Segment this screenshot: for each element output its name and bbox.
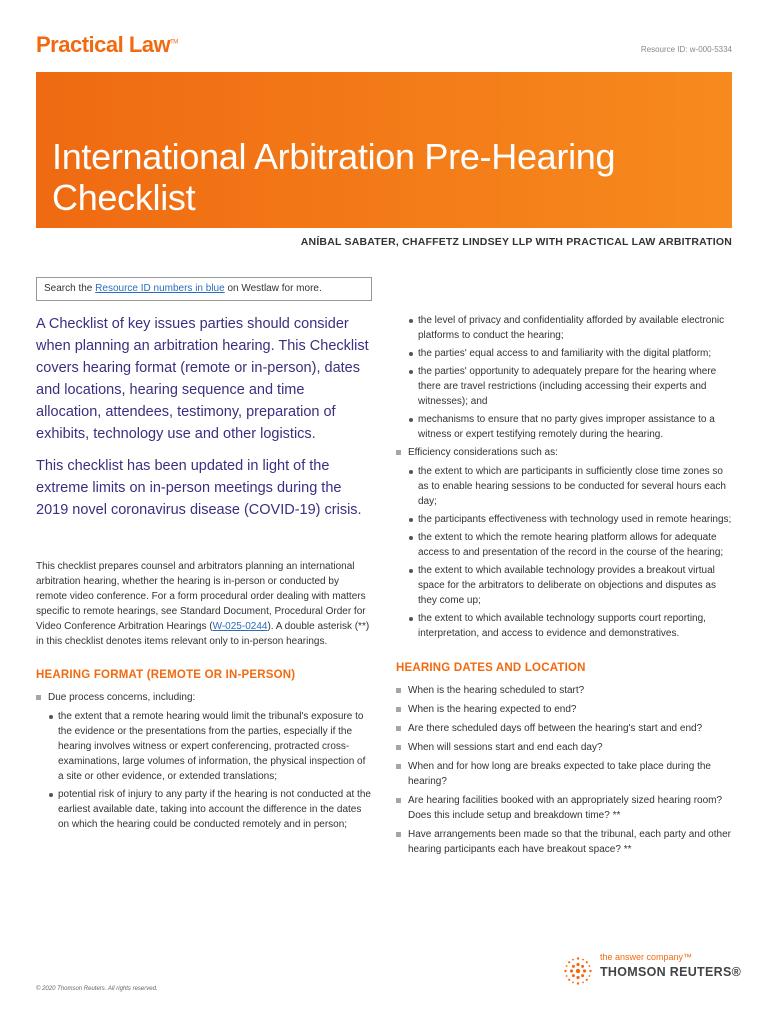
dot-bullet-icon [49, 793, 53, 797]
due-process-sublist [46, 709, 372, 832]
sub-list-item [406, 313, 732, 343]
summary-paragraph: A Checklist of key issues parties should consider when planning an arbitration hearing. This Checklist covers hearing format (remote or in-person), dates and locations, hearing sequence and time allocation, attendees, testimony, preparation of exhibits, technology use and other logistics. [36, 316, 369, 442]
sub-list-item [406, 412, 732, 442]
dot-bullet-icon [409, 569, 413, 573]
sub-list-item-text: the parties' equal access to and familiarity with the digital platform; [418, 348, 712, 359]
square-bullet-icon [396, 745, 401, 750]
dot-bullet-icon [409, 319, 413, 323]
list-item-text: Efficiency considerations such as: [408, 447, 558, 458]
list-item [36, 690, 372, 832]
list-item [396, 683, 732, 698]
efficiency-sublist [406, 464, 732, 641]
list-item [396, 793, 732, 823]
square-bullet-icon [36, 695, 41, 700]
right-column [396, 313, 732, 861]
list-item-text: When is the hearing scheduled to start? [408, 685, 585, 696]
sub-list-item-text: the participants effectiveness with technology used in remote hearings; [418, 514, 732, 525]
intro-paragraph [36, 559, 372, 649]
brand-trademark: TM [170, 39, 178, 46]
dot-bullet-icon [409, 352, 413, 356]
section-title-hearing-format: HEARING FORMAT (REMOTE OR IN-PERSON) [36, 669, 296, 681]
practical-law-logo [36, 32, 178, 58]
sub-list-item [46, 709, 372, 784]
dot-bullet-icon [409, 536, 413, 540]
brand-name: Practical Law [36, 32, 171, 57]
tr-tagline: the answer company™ [600, 952, 693, 962]
sub-list-item-text: potential risk of injury to any party if the hearing is not conducted at the earliest available date, taking into account the difference in the dates on which the hearing could be conducted remotely and in person; [58, 789, 371, 830]
sub-list-item-text: the extent to which the remote hearing platform allows for adequate access to and presentation of the record in the course of the hearing; [418, 532, 724, 558]
resource-id-link[interactable]: Resource ID numbers in blue [95, 283, 225, 294]
square-bullet-icon [396, 798, 401, 803]
list-item [396, 721, 732, 736]
list-item [396, 702, 732, 717]
due-process-sublist-continued [396, 313, 732, 442]
list-item [396, 759, 732, 789]
list-item [396, 445, 732, 641]
square-bullet-icon [396, 707, 401, 712]
dot-bullet-icon [409, 418, 413, 422]
list-item-text: Due process concerns, including: [48, 692, 196, 703]
sub-list-item [406, 512, 732, 527]
resource-id: Resource ID: w-000-5334 [640, 45, 732, 54]
list-item-text: Have arrangements been made so that the tribunal, each party and other hearing participants each have breakout space? ** [408, 829, 731, 855]
list-item [396, 740, 732, 755]
sub-list-item-text: the parties' opportunity to adequately prepare for the hearing where there are travel restrictions (including accessing their experts and witnesses); and [418, 366, 717, 407]
sub-list-item [406, 530, 732, 560]
section-title-hearing-dates: HEARING DATES AND LOCATION [396, 662, 586, 674]
intro-text-1: This checklist prepares counsel and arbitrators planning an international arbitration hearing, whether the hearing is in-person or conducted by remote video conference. For a form procedural order dealing with matters specific to remote hearings, see Standard Document, Procedural Order for Video Conference Arbitration Hearings ( [36, 561, 366, 632]
search-note-prefix: Search the [44, 283, 96, 294]
tr-company-name: THOMSON REUTERS® [600, 965, 742, 979]
list-item-text: Are there scheduled days off between the hearing's start and end? [408, 723, 703, 734]
square-bullet-icon [396, 688, 401, 693]
sub-list-item-text: the extent that a remote hearing would limit the tribunal's exposure to the evidence or the presentations from the parties, especially if the hearing involves witness or expert conferencing, protracted cross-examinations, large volumes of information, the physical inspection of a site or other evidence, or extended translations; [58, 711, 366, 782]
intro-text-2: ). A double asterisk (**) in this checklist denotes items relevant only to in-person hearings. [36, 621, 370, 647]
list-item-text: When is the hearing expected to end? [408, 704, 577, 715]
authors-line: ANÍBAL SABATER, CHAFFETZ LINDSEY LLP WITH PRACTICAL LAW ARBITRATION [300, 236, 732, 248]
sub-list-item-text: the extent to which available technology provides a breakout virtual space for the arbitrators to deliberate on objections and disputes as they come up; [418, 565, 716, 606]
document-title: International Arbitration Pre-Hearing Checklist [52, 136, 616, 218]
title-banner [36, 72, 732, 228]
list-item-text: When will sessions start and end each day? [408, 742, 603, 753]
sub-list-item [406, 611, 732, 641]
sub-list-item [46, 787, 372, 832]
summary-update-paragraph: This checklist has been updated in light of the extreme limits on in-person meetings during the 2019 novel coronavirus disease (COVID-19) crisis. [36, 458, 362, 518]
dot-bullet-icon [409, 370, 413, 374]
sub-list-item-text: the extent to which available technology supports court reporting, interpretation, and access to evidence and demonstratives. [418, 613, 706, 639]
square-bullet-icon [396, 764, 401, 769]
dot-bullet-icon [409, 470, 413, 474]
sub-list-item [406, 346, 732, 361]
sub-list-item [406, 364, 732, 409]
list-item-text: When and for how long are breaks expected to take place during the hearing? [408, 761, 711, 787]
copyright-notice: © 2020 Thomson Reuters. All rights reserved. [36, 986, 158, 992]
efficiency-list [396, 445, 732, 641]
dot-bullet-icon [409, 617, 413, 621]
square-bullet-icon [396, 726, 401, 731]
dot-bullet-icon [409, 518, 413, 522]
procedural-order-link[interactable]: W-025-0244 [212, 621, 268, 632]
square-bullet-icon [396, 450, 401, 455]
dot-bullet-icon [49, 715, 53, 719]
list-item [396, 827, 732, 857]
sub-list-item-text: mechanisms to ensure that no party gives improper assistance to a witness or expert testifying remotely during the hearing. [418, 414, 715, 440]
left-column [36, 313, 372, 836]
sub-list-item [406, 563, 732, 608]
westlaw-search-note [36, 277, 372, 301]
list-item-text: Are hearing facilities booked with an appropriately sized hearing room? Does this include setup and breakdown time? ** [408, 795, 723, 821]
search-note-suffix: on Westlaw for more. [224, 283, 322, 294]
hearing-format-list [36, 690, 372, 832]
thomson-reuters-logo [562, 952, 742, 992]
sub-list-item-text: the extent to which are participants in sufficiently close time zones so as to enable hearing sessions to be conducted for several hours each day; [418, 466, 726, 507]
square-bullet-icon [396, 832, 401, 837]
hearing-dates-list [396, 683, 732, 857]
thomson-reuters-mark-icon [562, 955, 594, 987]
sub-list-item [406, 464, 732, 509]
sub-list-item-text: the level of privacy and confidentiality afforded by available electronic platforms to conduct the hearing; [418, 315, 725, 341]
